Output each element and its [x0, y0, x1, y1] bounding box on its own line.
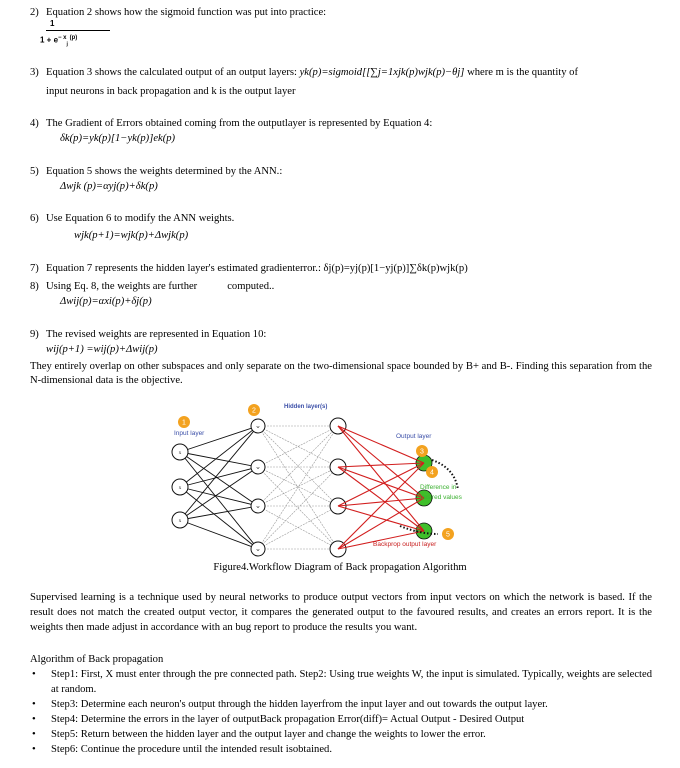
- item-number: 6): [30, 213, 39, 224]
- backprop-edge: [338, 426, 424, 463]
- edge: [180, 467, 258, 520]
- item-text: The revised weights are represented in Equation 10:: [46, 329, 267, 340]
- step-badge-number: 5: [446, 531, 450, 539]
- edge: [180, 452, 258, 506]
- equation-4: δk(p)=yk(p)[1−yk(p)]ek(p): [60, 133, 176, 144]
- weight-label: w: [256, 504, 260, 509]
- step-badge-number: 4: [430, 469, 434, 477]
- list-item-4: [30, 117, 432, 131]
- item-text: Equation 2 shows how the sigmoid function was put into practice:: [46, 7, 327, 18]
- sigmoid-denominator: $1 + e^{- x}_j$ $^{(p)}$: [40, 35, 78, 48]
- output-layer-label: Output layer: [396, 433, 432, 440]
- desired-values-label: desired values: [420, 494, 462, 501]
- hidden-layer-label: Hidden layer(s): [284, 404, 328, 410]
- algorithm-step: • Step5: Return between the hidden layer and the output layer and change the weights to lower the error.: [30, 727, 652, 742]
- item-number: 8): [30, 281, 39, 292]
- algorithm-step: • Step4: Determine the errors in the layer of outputBack propagation Error(diff)= Actual Output - Desired Output: [30, 712, 652, 727]
- weight-label: w: [256, 465, 260, 470]
- figure-caption: Figure4.Workflow Diagram of Back propagation Algorithm: [213, 562, 467, 573]
- item-text: Use Equation 6 to modify the ANN weights.: [46, 213, 235, 224]
- step-badge-number: 3: [420, 448, 424, 456]
- weight-label: w: [256, 547, 260, 552]
- paragraph-supervised: Supervised learning is a technique used by neural networks to produce output vectors from input vectors on which the network is based. If the result does not match the created output vector, it compares the generated output to the favoured results, and creates an errors report. It is the weights then made adjust in accordance with an bug report to produce the results you want.: [30, 592, 652, 633]
- input-node-label: x: [178, 519, 182, 524]
- paragraph-overlap: They entirely overlap on other subspaces and only separate on the two-dimensional space bounded by B+ and B-. Finding this separation from the N-dimensional data is the objective.: [30, 361, 652, 386]
- fraction-bar: [46, 30, 110, 31]
- list-item-3: [30, 66, 578, 80]
- backprop-diagram: [170, 398, 490, 560]
- list-item-8: [30, 280, 274, 294]
- item-text: Equation 3 shows the calculated output of an output layers:: [46, 67, 300, 78]
- edge: [180, 467, 258, 487]
- list-item-9: [30, 328, 266, 342]
- weight-label: w: [256, 424, 260, 429]
- equation-8: Δwij(p)=αxi(p)+δj(p): [60, 296, 152, 307]
- list-item-5: [30, 165, 282, 179]
- item-number: 2): [30, 7, 39, 18]
- list-item-7: [30, 262, 468, 276]
- backprop-edge: [338, 467, 424, 498]
- algorithm-step: • Step3: Determine each neuron's output through the hidden layerfrom the input layer and out towards the output layer.: [30, 697, 652, 712]
- item-number: 9): [30, 329, 39, 340]
- item-text: Equation 5 shows the weights determined by the ANN.:: [46, 166, 283, 177]
- equation-10: wij(p+1) =wij(p)+Δwij(p): [46, 344, 158, 355]
- edge: [180, 426, 258, 520]
- item-text-2: computed..: [227, 281, 275, 292]
- item-3-line-2: input neurons in back propagation and k is the output layer: [46, 86, 296, 97]
- input-node-label: x: [178, 486, 182, 491]
- item-text-2: where m is the quantity of: [464, 67, 578, 78]
- algorithm-title: Algorithm of Back propagation: [30, 654, 164, 665]
- input-layer-label: Input layer: [174, 430, 205, 437]
- algorithm-steps: [30, 667, 652, 757]
- backprop-edge: [338, 463, 424, 467]
- equation-3: yk(p)=sigmoid[[∑j=1xjk(p)wjk(p)−θj]: [299, 67, 465, 78]
- backprop-output-label: Backprop output layer: [373, 541, 437, 548]
- sigmoid-numerator: 1: [50, 19, 55, 28]
- list-item-6: [30, 212, 234, 226]
- list-item-2: [30, 6, 326, 20]
- item-number: 5): [30, 166, 39, 177]
- input-node-label: x: [178, 451, 182, 456]
- algorithm-step: • Step6: Continue the procedure until the intended result isobtained.: [30, 742, 652, 757]
- item-number: 4): [30, 118, 39, 129]
- item-text: Equation 7 represents the hidden layer's estimated gradienterror.: δj(p)=yj(p)[1−yj(p)]∑δk(p)wjk(p): [46, 263, 468, 274]
- network-edges: [180, 426, 338, 549]
- equation-5: Δwjk (p)=αyj(p)+δk(p): [60, 181, 158, 192]
- equation-6: wjk(p+1)=wjk(p)+Δwjk(p): [74, 230, 189, 241]
- step-badge-number: 1: [182, 419, 186, 427]
- backprop-edge: [338, 506, 424, 531]
- step-badge-number: 2: [252, 407, 256, 415]
- difference-label: Difference in: [420, 484, 457, 491]
- item-text: Using Eq. 8, the weights are further: [46, 281, 198, 292]
- item-number: 3): [30, 67, 39, 78]
- edge: [180, 452, 258, 467]
- item-text: The Gradient of Errors obtained coming from the outputlayer is represented by Equation 4:: [46, 118, 433, 129]
- item-number: 7): [30, 263, 39, 274]
- backprop-edge: [338, 426, 424, 531]
- algorithm-step: • Step1: First, X must enter through the pre connected path. Step2: Using true weights W, the input is simulated. Typically, weights are selected at random.: [30, 667, 652, 697]
- network-nodes: [172, 418, 432, 557]
